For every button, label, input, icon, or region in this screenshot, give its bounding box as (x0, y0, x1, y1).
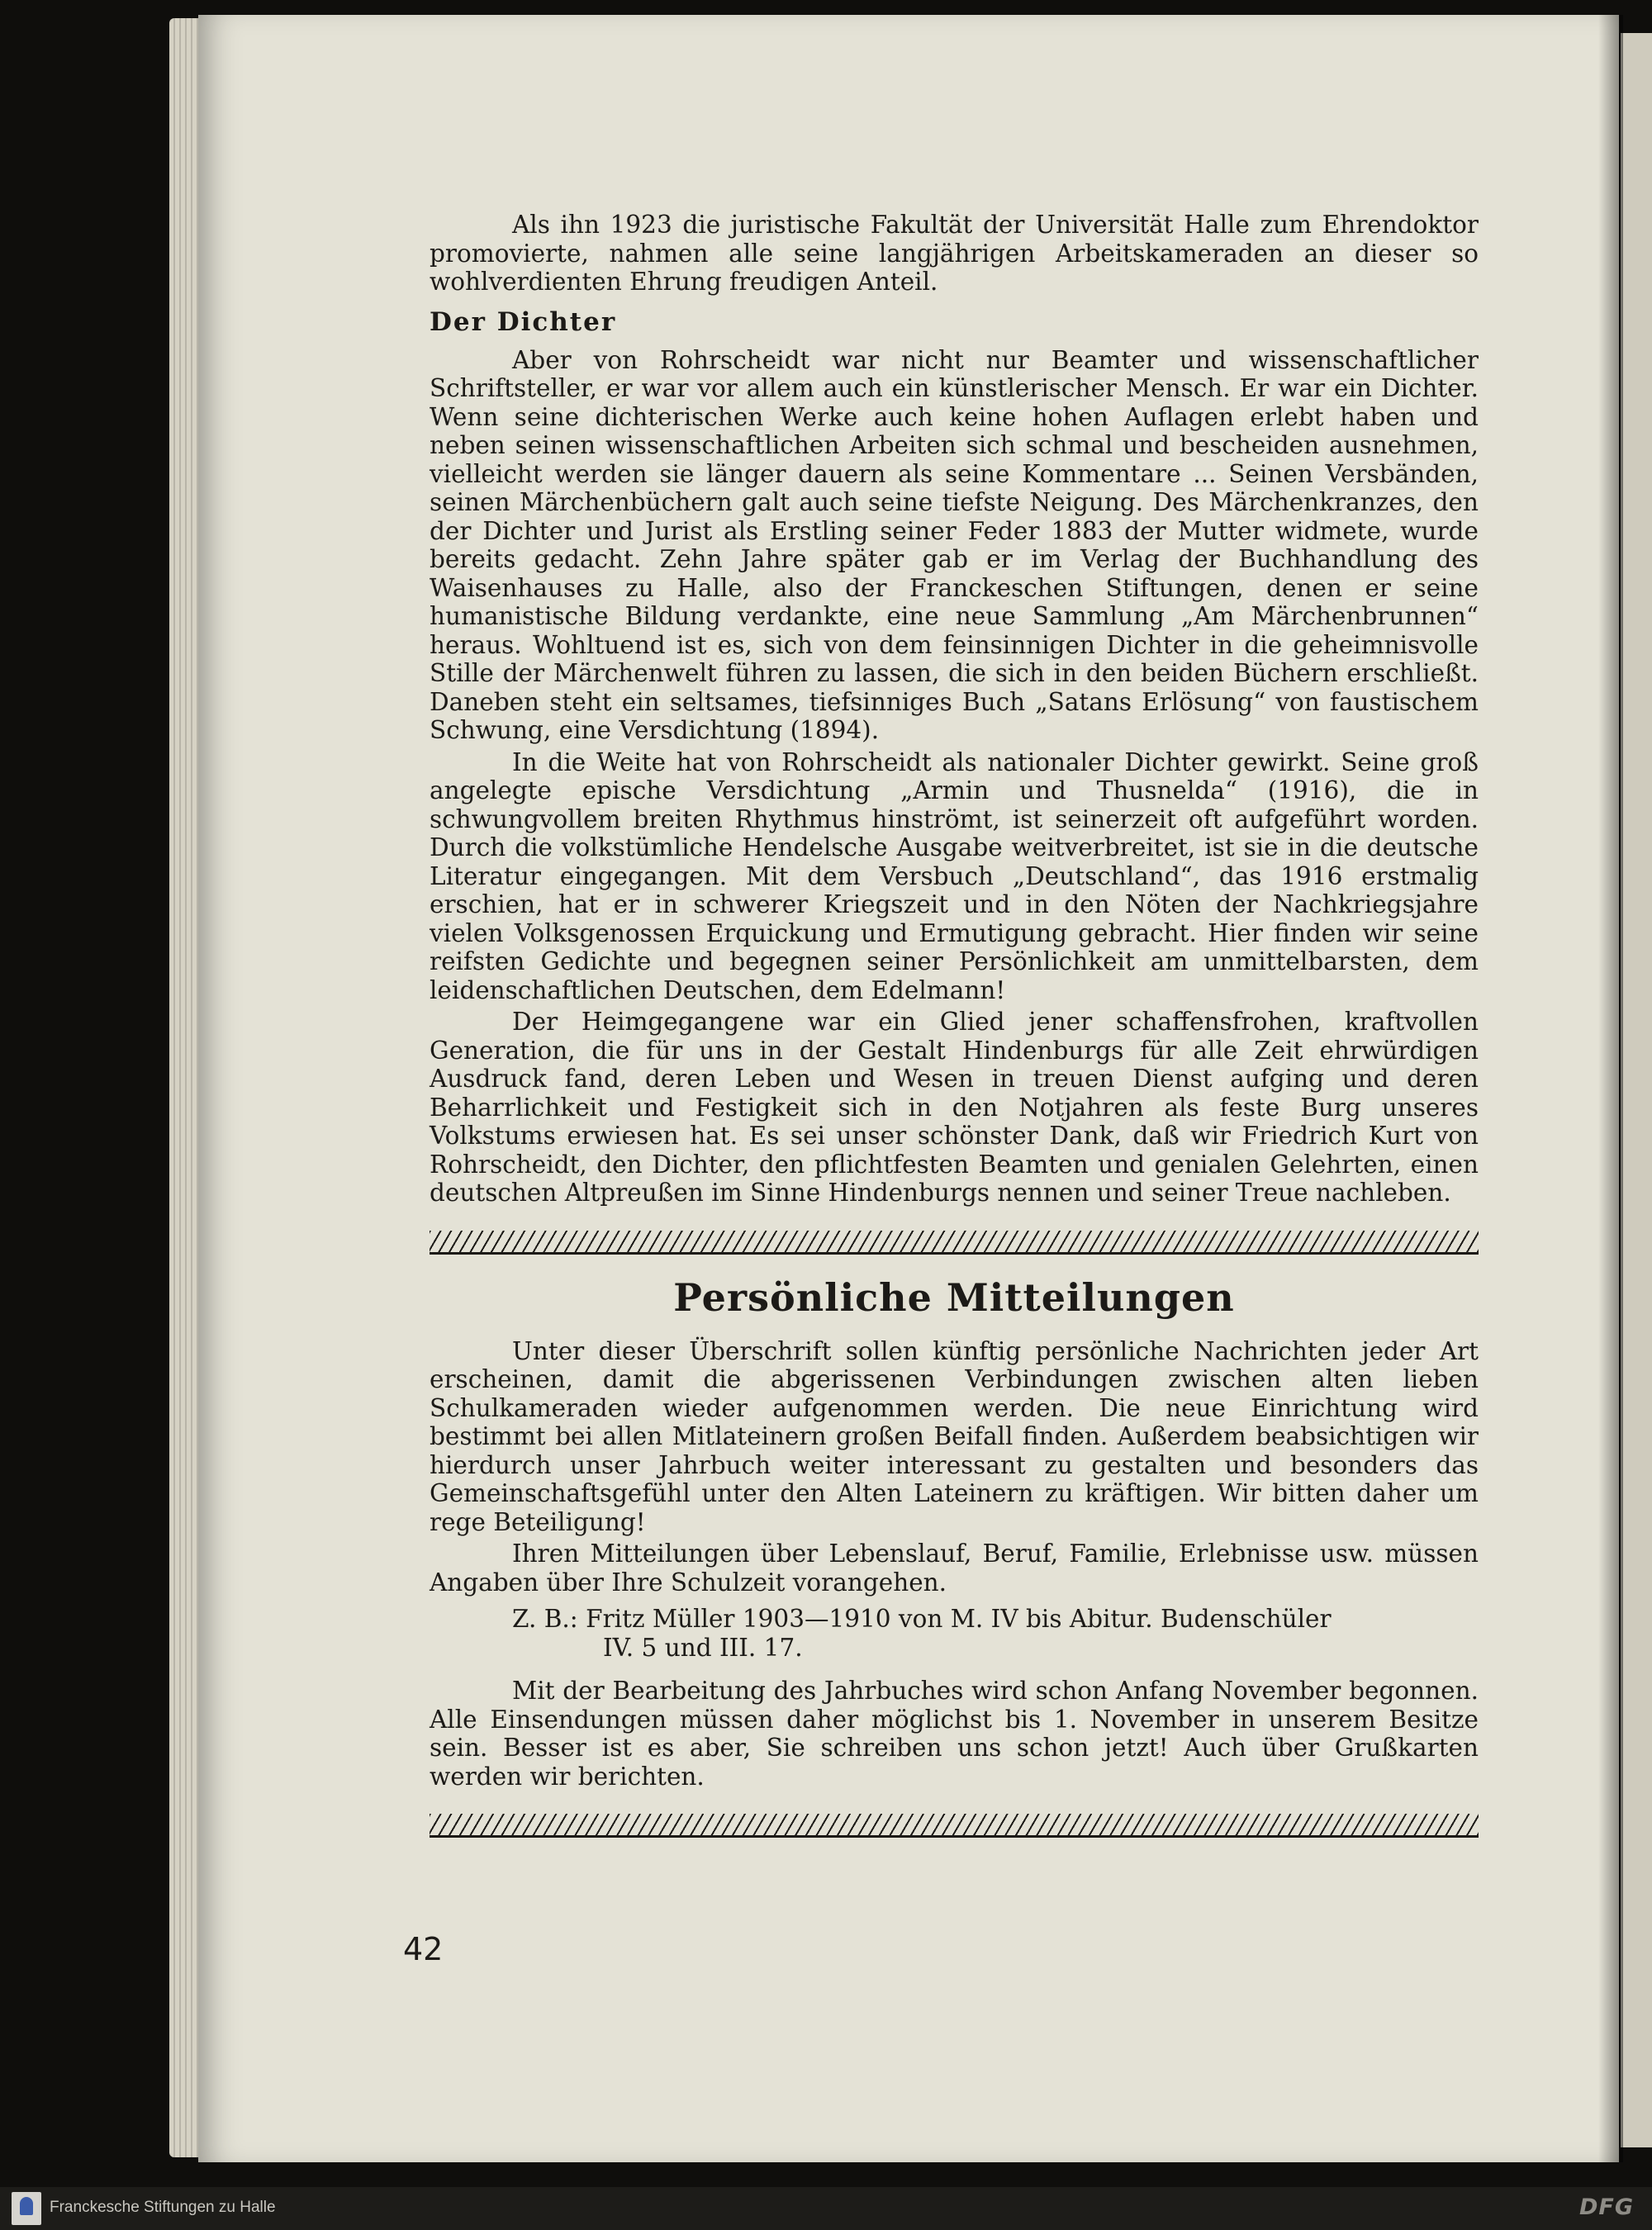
example-line-2: IV. 5 und III. 17. (603, 1633, 803, 1662)
heading-der-dichter: Der Dichter (430, 306, 617, 337)
page-content (430, 211, 1479, 1858)
paragraph-ueberschrift: Unter dieser Überschrift sollen künftig persönliche Nachrichten jeder Art erscheinen, damit die abgerissenen Verbindungen zwischen alten lieben Schulkameraden wieder aufgenommen werden. Die neue Einrichtung wird bestimmt bei allen Mitlateinern großen Beifall finden. Außerdem beabsichtigen wir hierdurch unser Jahrbuch weiter interessant zu gestalten und besonders das Gemeinschaftsgefühl unter den Alten Lateinern zu kräftigen. Wir bitten daher um rege Beteiligung! (430, 1336, 1479, 1536)
viewer-footer (0, 2187, 1652, 2230)
example-entry (430, 1605, 1479, 1662)
paragraph-mitteilungen: Ihren Mitteilungen über Lebenslauf, Beruf, Familie, Erlebnisse usw. müssen Angaben über Ihre Schulzeit vorangehen. (430, 1540, 1479, 1597)
heading-persoenliche-mitteilungen: Persönliche Mitteilungen (673, 1274, 1235, 1320)
franckesche-stiftungen-logo-icon[interactable] (12, 2192, 41, 2225)
paragraph-ehrendoktor: Als ihn 1923 die juristische Fakultät der Universität Halle zum Ehrendoktor promovierte, nahmen alle seine langjährigen Arbeitskameraden an dieser so wohlverdienten Ehrung freudigen Anteil. (430, 211, 1479, 296)
hatched-divider-top (430, 1231, 1479, 1255)
paragraph-nationaler-dichter: In die Weite hat von Rohrscheidt als nationaler Dichter gewirkt. Seine groß angelegte epische Versdichtung „Armin und Thusnelda“ (1916), die in schwungvollem breiten Rhythmus hinströmt, ist seinerzeit oft aufgeführt worden. Durch die volkstümliche Hendelsche Ausgabe weitverbreitet, ist sie in die deutsche Literatur eingegangen. Mit dem Versbuch „Deutschland“, das 1916 erstmalig erschien, hat er in schwerer Kriegszeit und in den Nöten der Nachkriegsjahre vielen Volksgenossen Erquickung und Ermutigung gebracht. Hier finden wir seine reifsten Gedichte und begegnen seiner Persönlichkeit am unmittelbarsten, dem leidenschaftlichen Deutschen, dem Edelmann! (430, 747, 1479, 1004)
facing-page-edge (1621, 33, 1652, 2147)
institution-name[interactable]: Franckesche Stiftungen zu Halle (50, 2199, 276, 2216)
example-line-1: Z. B.: Fritz Müller 1903—1910 von M. IV bis Abitur. Budenschüler (512, 1605, 1332, 1633)
paragraph-bearbeitung: Mit der Bearbeitung des Jahrbuches wird schon Anfang November begonnen. Alle Einsendungen müssen daher möglichst bis 1. November in unserem Besitze sein. Besser ist es aber, Sie schreiben uns schon jetzt! Auch über Grußkarten werden wir berichten. (430, 1677, 1479, 1791)
page-gutter-shadow (1598, 15, 1623, 2162)
dfg-logo[interactable]: DFG (1578, 2194, 1634, 2220)
page-number: 42 (403, 1931, 444, 1967)
paragraph-dichterische-werke: Aber von Rohrscheidt war nicht nur Beamter und wissenschaftlicher Schriftsteller, er war vor allem auch ein künstlerischer Mensch. Er war ein Dichter. Wenn seine dichterischen Werke auch keine hohen Auflagen erlebt haben und neben seinen wissenschaftlichen Arbeiten sich schmal und bescheiden ausnehmen, vielleicht werden sie länger dauern als seine Kommentare ... Seinen Versbänden, seinen Märchenbüchern galt auch seine tiefste Neigung. Des Märchenkranzes, den der Dichter und Jurist als Erstling seiner Feder 1883 der Mutter widmete, wurde bereits gedacht. Zehn Jahre später gab er im Verlag der Buchhandlung des Waisenhauses zu Halle, also der Franckeschen Stiftungen, denen er seine humanistische Bildung verdankte, eine neue Sammlung „Am Märchenbrunnen“ heraus. Wohltuend ist es, sich von dem feinsinnigen Dichter in die geheimnisvolle Stille der Märchenwelt führen zu lassen, die sich in den beiden Büchern erschließt. Daneben steht ein seltsames, tiefsinniges Buch „Satans Erlösung“ von faustischem Schwung, eine Versdichtung (1894). (430, 345, 1479, 744)
paragraph-heimgegangene: Der Heimgegangene war ein Glied jener schaffensfrohen, kraftvollen Generation, die für uns in der Gestalt Hindenburgs für alle Zeit ehrwürdigen Ausdruck fand, deren Leben und Wesen in treuen Dienst aufging und deren Beharrlichkeit und Festigkeit sich in den Notjahren als feste Burg unseres Volkstums erwiesen hat. Es sei unser schönster Dank, daß wir Friedrich Kurt von Rohrscheidt, den Dichter, den pflichtfesten Beamten und genialen Gelehrten, einen deutschen Altpreußen im Sinne Hindenburgs nennen und seiner Treue nachleben. (430, 1008, 1479, 1207)
hatched-divider-bottom (430, 1814, 1479, 1838)
